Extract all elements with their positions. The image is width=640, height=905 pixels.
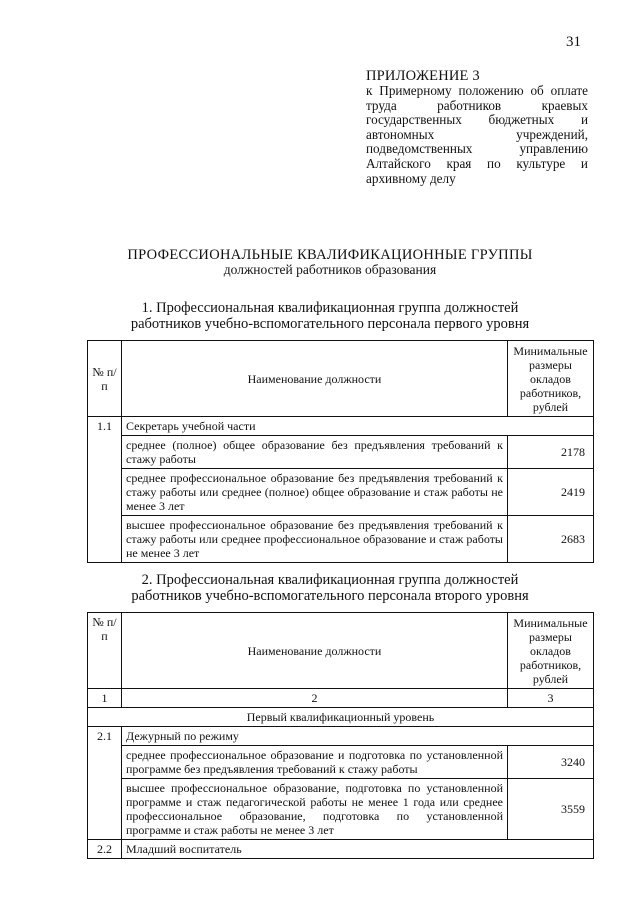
table-row (88, 469, 594, 516)
table-row (88, 779, 594, 840)
table-header-row (88, 613, 594, 689)
document-subtitle: должностей работников образования (223, 262, 437, 277)
row-num: 1.1 (88, 417, 122, 563)
salary-value: 3559 (508, 779, 594, 840)
section2-table (87, 612, 594, 859)
salary-value: 3240 (508, 746, 594, 779)
section1-table (87, 340, 594, 563)
page-number: 31 (566, 34, 581, 50)
requirement-text: высшее профессиональное образование, подготовка по установленной программе и стаж педагогической работы не менее 1 года или среднее профессиональное образование, подготовка по установленной программе и стаж работы не менее 3 лет (122, 779, 508, 840)
header-num: № п/п (88, 613, 122, 689)
requirement-text: высшее профессиональное образование без предъявления требований к стажу работы или среднее профессиональное образование и стаж работы не менее 3 лет (122, 516, 508, 563)
row-num: 2.1 (88, 727, 122, 840)
header-name: Наименование должности (122, 613, 508, 689)
section1-heading-line1: 1. Профессиональная квалификационная группа должностей (141, 300, 519, 316)
appendix-text: к Примерному положению об оплате труда работников краевых государственных бюджетных и автономных учреждений, подведомственных управлению Алтайского края по культуре и архивному делу (366, 83, 588, 186)
section1-heading-line2: работников учебно-вспомогательного персонала первого уровня (130, 316, 530, 332)
appendix-block (366, 69, 588, 186)
salary-value: 2178 (508, 436, 594, 469)
header-num: № п/п (88, 341, 122, 417)
position-name: Младший воспитатель (122, 840, 594, 859)
row-num: 2.2 (88, 840, 122, 859)
column-number-row (88, 689, 594, 708)
header-name: Наименование должности (122, 341, 508, 417)
table-row (88, 840, 594, 859)
header-salary: Минимальные размеры окладов работников, рублей (508, 341, 594, 417)
column-number: 2 (122, 689, 508, 708)
requirement-text: среднее профессиональное образование без предъявления требований к стажу работы или среднее (полное) общее образование и стаж работы не менее 3 лет (122, 469, 508, 516)
appendix-title: ПРИЛОЖЕНИЕ 3 (366, 68, 480, 84)
table-row (88, 746, 594, 779)
salary-value: 2683 (508, 516, 594, 563)
requirement-text: среднее профессиональное образование и подготовка по установленной программе без предъявления требований к стажу работы (122, 746, 508, 779)
column-number: 1 (88, 689, 122, 708)
table-row (88, 727, 594, 746)
document-title: ПРОФЕССИОНАЛЬНЫЕ КВАЛИФИКАЦИОННЫЕ ГРУППЫ (127, 247, 533, 263)
level-title: Первый квалификационный уровень (88, 708, 594, 727)
table-row (88, 516, 594, 563)
column-number: 3 (508, 689, 594, 708)
table-header-row (88, 341, 594, 417)
section1-heading (80, 300, 580, 332)
section2-heading-line1: 2. Профессиональная квалификационная группа должностей (141, 572, 519, 588)
level-row (88, 708, 594, 727)
position-name: Секретарь учебной части (122, 417, 594, 436)
section2-heading (80, 572, 580, 604)
table-row (88, 436, 594, 469)
salary-value: 2419 (508, 469, 594, 516)
section2-heading-line2: работников учебно-вспомогательного персонала второго уровня (131, 588, 529, 604)
position-name: Дежурный по режиму (122, 727, 594, 746)
requirement-text: среднее (полное) общее образование без предъявления требований к стажу работы (122, 436, 508, 469)
header-salary: Минимальные размеры окладов работников, рублей (508, 613, 594, 689)
table-row (88, 417, 594, 436)
